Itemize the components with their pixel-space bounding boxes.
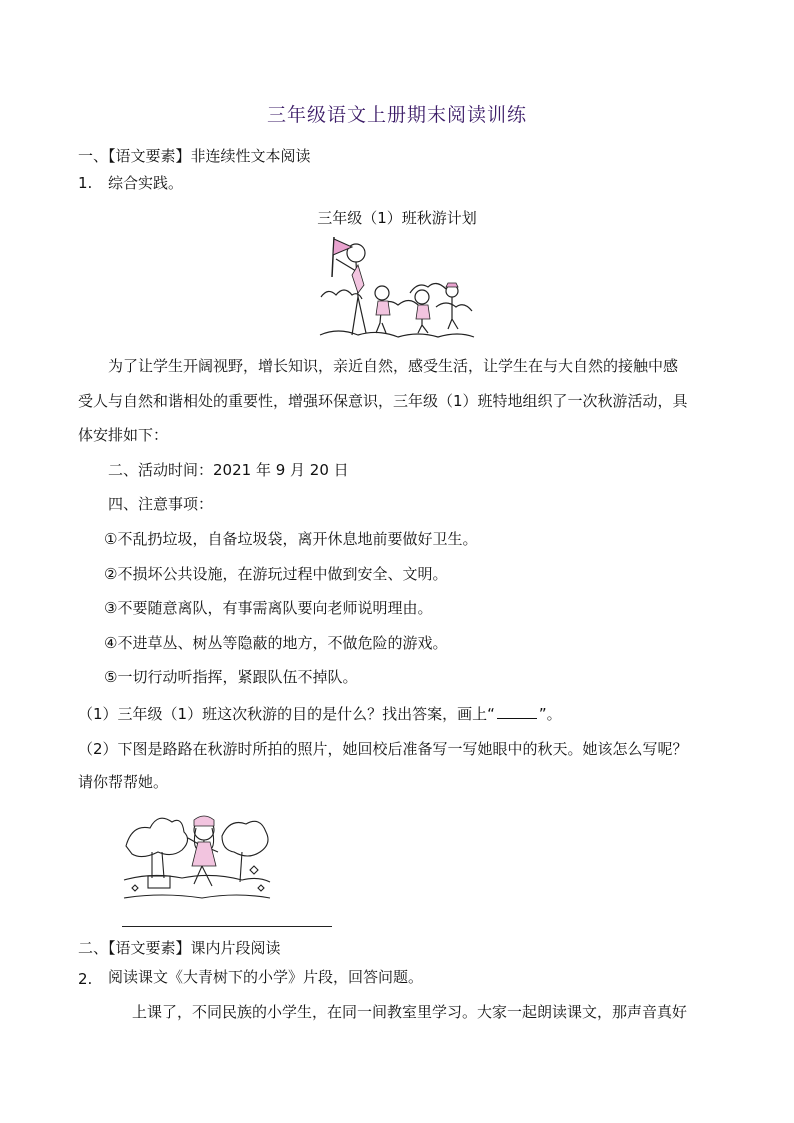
underline-mark bbox=[497, 706, 537, 719]
sub-question-1-end: ”。 bbox=[538, 705, 562, 723]
note-item: ③不要随意离队，有事需离队要向老师说明理由。 bbox=[104, 599, 433, 617]
question-prompt-2: 阅读课文《大青树下的小学》片段，回答问题。 bbox=[108, 968, 424, 986]
paragraph-line-3: 体安排如下： bbox=[78, 426, 169, 444]
sub-question-1 bbox=[78, 704, 562, 724]
sub-question-2-line-1: （2）下图是路路在秋游时所拍的照片，她回校后准备写一写她眼中的秋天。她该怎么写呢？ bbox=[78, 740, 688, 758]
note-item: ①不乱扔垃圾，自备垃圾袋，离开休息地前要做好卫生。 bbox=[104, 530, 478, 548]
sub-question-1-text: （1）三年级（1）班这次秋游的目的是什么？找出答案，画上“ bbox=[78, 705, 495, 723]
notes-heading: 四、注意事项： bbox=[108, 495, 214, 513]
note-item: ②不损坏公共设施，在游玩过程中做到安全、文明。 bbox=[104, 565, 448, 583]
note-item: ④不进草丛、树丛等隐蔽的地方，不做危险的游戏。 bbox=[104, 634, 448, 652]
activity-time: 二、活动时间：2021 年 9 月 20 日 bbox=[108, 461, 349, 479]
question-number-2: 2. bbox=[78, 970, 93, 988]
passage-line-1: 上课了，不同民族的小学生，在同一间教室里学习。大家一起朗读课文，那声音真好 bbox=[132, 1003, 688, 1021]
section-heading-1: 一、【语文要素】非连续性文本阅读 bbox=[78, 147, 311, 165]
question-number-1: 1. bbox=[78, 174, 93, 192]
sub-question-2-line-2: 请你帮帮她。 bbox=[78, 773, 169, 791]
page-title: 三年级语文上册期末阅读训练 bbox=[266, 104, 527, 126]
girl-in-park-illustration bbox=[122, 806, 272, 906]
paragraph-line-1: 为了让学生开阔视野，增长知识，亲近自然，感受生活，让学生在与大自然的接触中感 bbox=[108, 357, 679, 375]
children-hiking-illustration bbox=[318, 235, 476, 343]
paragraph-line-2: 受人与自然和谐相处的重要性，增强环保意识，三年级（1）班特地组织了一次秋游活动，具 bbox=[78, 392, 688, 410]
answer-line[interactable] bbox=[122, 926, 332, 927]
section-heading-2: 二、【语文要素】课内片段阅读 bbox=[78, 939, 281, 957]
question-prompt-1: 综合实践。 bbox=[108, 174, 184, 192]
plan-title: 三年级（1）班秋游计划 bbox=[317, 209, 477, 227]
pink-flag-icon bbox=[333, 239, 352, 255]
note-item: ⑤一切行动听指挥，紧跟队伍不掉队。 bbox=[104, 668, 358, 686]
